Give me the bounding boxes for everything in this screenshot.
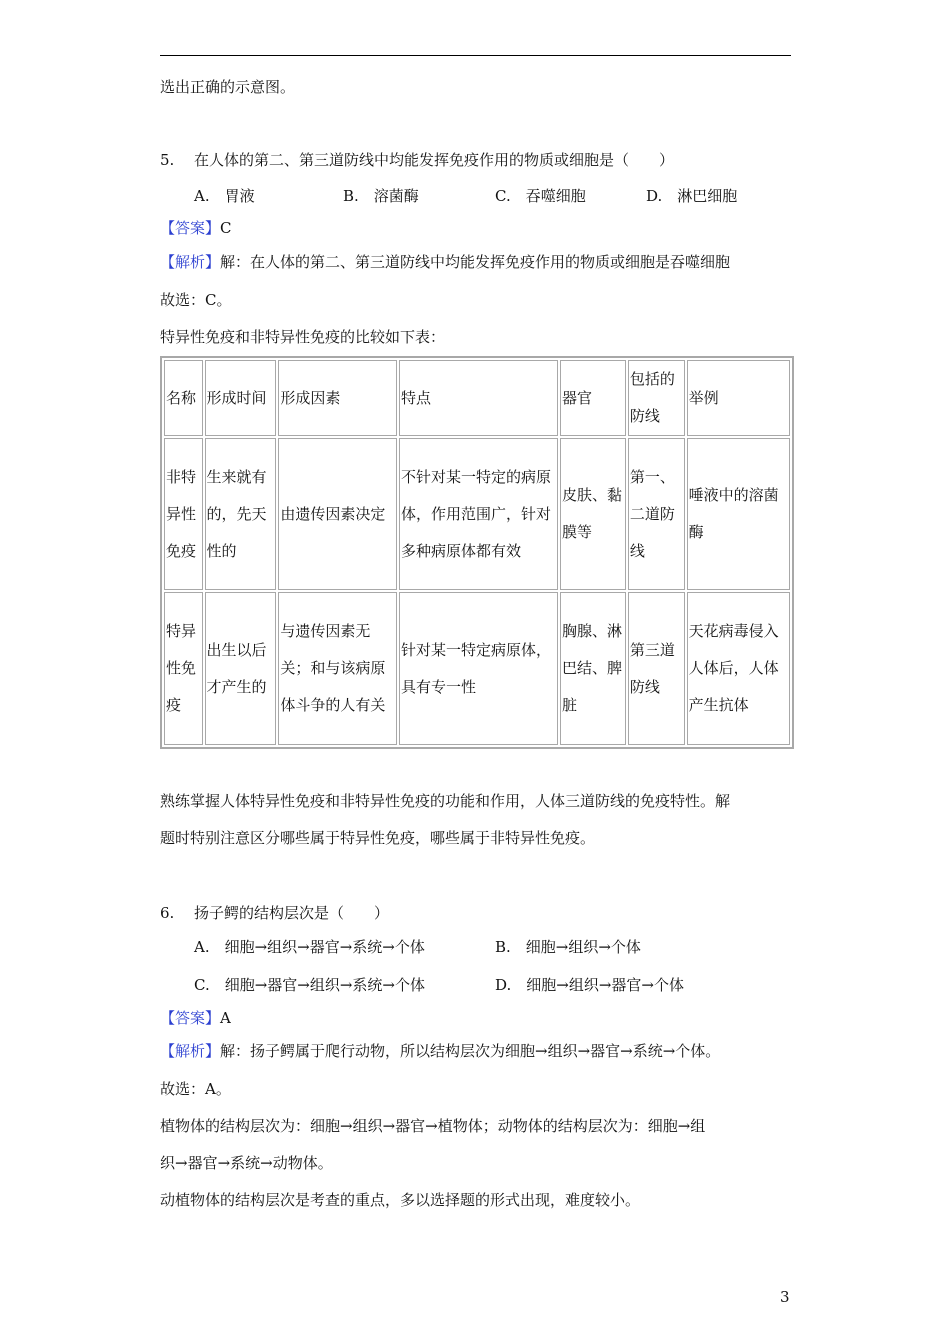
- q6-options-row-1: [0, 937, 950, 957]
- q5-table-intro: 特异性免疫和非特异性免疫的比较如下表：: [160, 328, 446, 346]
- q5-analysis-tag: 【解析】: [160, 253, 221, 271]
- table-cell: 第三道防线: [628, 592, 685, 745]
- table-cell: 非特异性免疫: [164, 438, 203, 590]
- q5-answer-tag: 【答案】: [160, 219, 221, 237]
- table-cell: 胸腺、淋巴结、脾脏: [560, 592, 626, 745]
- q6-answer: [160, 1008, 231, 1028]
- q5-summary-1: 熟练掌握人体特异性免疫和非特异性免疫的功能和作用，人体三道防线的免疫特性。解: [160, 792, 731, 810]
- table-cell: 第一、二道防线: [628, 438, 685, 590]
- q6-option-a: A. 细胞→组织→器官→系统→个体: [194, 938, 425, 956]
- q5-summary-2: 题时特别注意区分哪些属于特异性免疫，哪些属于非特异性免疫。: [160, 829, 596, 847]
- q6-analysis-tag: 【解析】: [160, 1042, 221, 1060]
- table-cell: 特异性免疫: [164, 592, 203, 745]
- q5-stem-text: 在人体的第二、第三道防线中均能发挥免疫作用的物质或细胞是（ ）: [194, 151, 675, 169]
- q6-stem-text: 扬子鳄的结构层次是（ ）: [194, 904, 390, 922]
- q5-analysis: [160, 252, 730, 272]
- q6-summary: 动植物体的结构层次是考查的重点，多以选择题的形式出现，难度较小。: [160, 1191, 641, 1209]
- header-cell: 举例: [687, 360, 790, 436]
- table-header-row: [164, 360, 790, 436]
- q5-answer-value: C: [220, 219, 232, 237]
- q6-options-row-2: [0, 975, 950, 995]
- q5-analysis-text: 解：在人体的第二、第三道防线中均能发挥免疫作用的物质或细胞是吞噬细胞: [220, 253, 731, 271]
- q5-option-c: C. 吞噬细胞: [495, 187, 586, 205]
- header-cell: 包括的防线: [628, 360, 685, 436]
- page-number: 3: [780, 1288, 790, 1306]
- q6-analysis: [160, 1041, 720, 1061]
- table-cell: 唾液中的溶菌酶: [687, 438, 790, 590]
- q5-number: 5.: [160, 151, 175, 169]
- table-cell: 天花病毒侵入人体后，人体产生抗体: [687, 592, 790, 745]
- table-cell: 由遗传因素决定: [278, 438, 397, 590]
- q6-note-1: 植物体的结构层次为：细胞→组织→器官→植物体；动物体的结构层次为：细胞→组: [160, 1117, 706, 1135]
- q5-conclusion: 故选：C。: [160, 291, 232, 309]
- q5-option-d: D. 淋巴细胞: [646, 187, 738, 205]
- q6-answer-value: A: [220, 1009, 231, 1027]
- q6-answer-tag: 【答案】: [160, 1009, 221, 1027]
- table-row: [164, 438, 790, 590]
- q6-option-c: C. 细胞→器官→组织→系统→个体: [194, 976, 425, 994]
- table-cell: 生来就有的，先天性的: [205, 438, 277, 590]
- q5-option-b: B. 溶菌酶: [343, 187, 419, 205]
- q6-option-d: D. 细胞→组织→器官→个体: [495, 976, 684, 994]
- q5-options: [0, 186, 950, 206]
- q6-stem: [160, 903, 389, 923]
- header-cell: 特点: [399, 360, 558, 436]
- q6-analysis-text: 解：扬子鳄属于爬行动物，所以结构层次为细胞→组织→器官→系统→个体。: [220, 1042, 721, 1060]
- q6-note-2: 织→器官→系统→动物体。: [160, 1154, 333, 1172]
- q5-answer: [160, 218, 232, 238]
- q6-option-b: B. 细胞→组织→个体: [495, 938, 641, 956]
- q6-number: 6.: [160, 904, 175, 922]
- header-rule: [160, 55, 791, 56]
- immunity-comparison-table: [160, 356, 794, 749]
- q5-option-a: A. 胃液: [194, 187, 255, 205]
- table-cell: 针对某一特定病原体，具有专一性: [399, 592, 558, 745]
- table-row: [164, 592, 790, 745]
- table-cell: 皮肤、黏膜等: [560, 438, 626, 590]
- header-cell: 名称: [164, 360, 203, 436]
- table-cell: 与遗传因素无关；和与该病原体斗争的人有关: [278, 592, 397, 745]
- table-cell: 出生以后才产生的: [205, 592, 277, 745]
- table-cell: 不针对某一特定的病原体，作用范围广，针对多种病原体都有效: [399, 438, 558, 590]
- header-cell: 器官: [560, 360, 626, 436]
- intro-line: 选出正确的示意图。: [160, 78, 296, 96]
- header-cell: 形成时间: [205, 360, 277, 436]
- q6-conclusion: 故选：A。: [160, 1080, 231, 1098]
- header-cell: 形成因素: [278, 360, 397, 436]
- q5-stem: [160, 150, 674, 170]
